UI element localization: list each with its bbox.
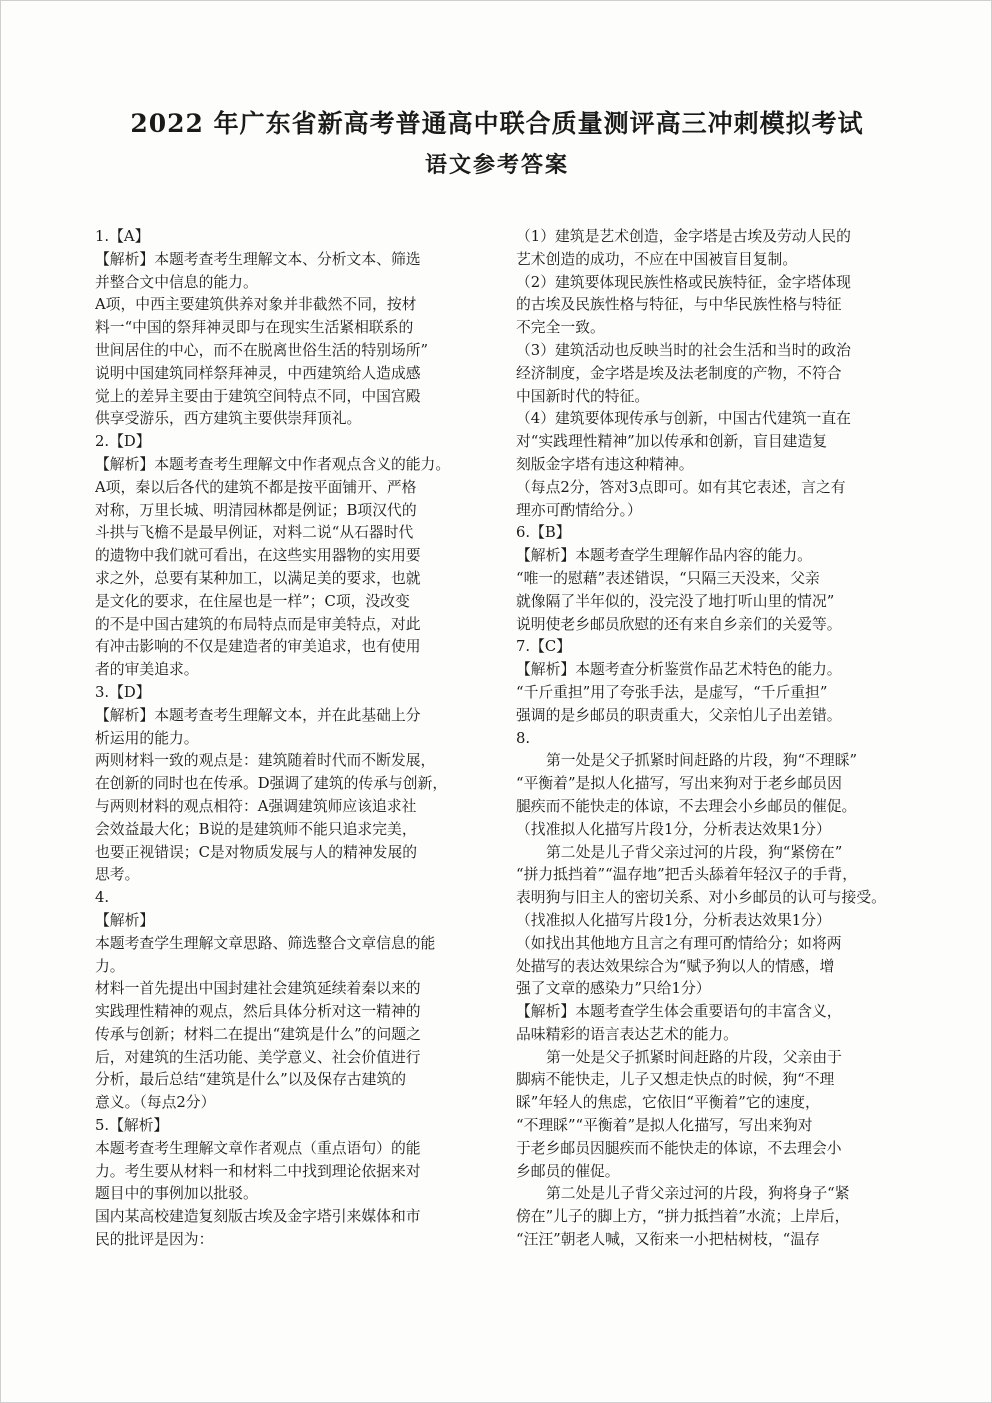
- text-line: 刻版金字塔有违这种精神。: [516, 455, 694, 473]
- text-line: 说明使老乡邮员欣慰的还有来自乡亲们的关爱等。: [516, 615, 842, 633]
- text-line: “拼力抵挡着”“温存地”把舌头舔着年轻汉子的手背，: [516, 866, 857, 884]
- text-line: 对称，万里长城、明清园林都是例证；B项汉代的: [95, 501, 417, 519]
- text-line: “汪汪”朝老人喊，又衔来一小把枯树枝，“温存: [516, 1231, 820, 1249]
- text-line: 1.【A】: [95, 228, 150, 245]
- text-line: 者的审美追求。: [95, 661, 199, 679]
- text-line: 【解析】本题考查考生理解文本、分析文本、筛选: [95, 250, 421, 268]
- document-title: 2022 年广东省新高考普通高中联合质量测评高三冲刺模拟考试: [130, 109, 864, 138]
- text-line: 于老乡邮员因腿疾而不能快走的体谅，不去理会小: [516, 1139, 842, 1157]
- text-line: 料一“中国的祭拜神灵即与在现实生活紧相联系的: [95, 319, 414, 337]
- text-line: 世间居住的中心，而不在脱离世俗生活的特别场所”: [95, 341, 429, 359]
- text-line: 理亦可酌情给分。）: [516, 501, 642, 519]
- text-line: 两则材料一致的观点是：建筑随着时代而不断发展，: [95, 752, 436, 770]
- text-line: 第二处是儿子背父亲过河的片段，狗“紧傍在”: [546, 843, 843, 861]
- text-line: 7.【C】: [516, 638, 572, 656]
- text-line: A项，中西主要建筑供养对象并非截然不同，按材: [95, 296, 417, 314]
- text-line: 后，对建筑的生活功能、美学意义、社会价值进行: [95, 1048, 421, 1066]
- text-line: 表明狗与旧主人的密切关系、对小乡邮员的认可与接受。: [516, 889, 886, 907]
- text-line: 觉上的差异主要由于建筑空间特点不同，中国宫殿: [95, 387, 421, 405]
- text-line: 是文化的要求，在住屋也是一样”；C项，没改变: [95, 592, 410, 610]
- text-line: 力。: [95, 957, 125, 975]
- text-line: 8.: [516, 729, 531, 747]
- text-line: （如找出其他地方且言之有理可酌情给分；如将两: [516, 934, 842, 952]
- text-line: 强调的是乡邮员的职责重大，父亲怕儿子出差错。: [516, 706, 842, 724]
- text-line: 【解析】本题考查考生理解文本，并在此基础上分: [95, 706, 421, 724]
- text-line: （3）建筑活动也反映当时的社会生活和当时的政治: [516, 341, 851, 359]
- text-line: 6.【B】: [516, 524, 571, 542]
- text-line: （找准拟人化描写片段1分，分析表达效果1分）: [516, 911, 831, 929]
- right-column: [516, 226, 898, 1252]
- text-line: 供享受游乐，西方建筑主要供崇拜顶礼。: [95, 410, 362, 428]
- document-subtitle: 语文参考答案: [424, 152, 569, 178]
- text-line: （4）建筑要体现传承与创新，中国古代建筑一直在: [516, 410, 851, 428]
- text-line: 会效益最大化；B说的是建筑师不能只追求完美，: [95, 820, 417, 838]
- text-line: 2.【D】: [95, 433, 151, 451]
- text-line: 对“实践理性精神”加以传承和创新，盲目建造复: [516, 433, 828, 451]
- text-line: 【解析】本题考查学生理解作品内容的能力。: [516, 547, 812, 565]
- text-line: 民的批评是因为：: [95, 1231, 214, 1249]
- text-line: 3.【D】: [95, 683, 151, 701]
- text-line: 本题考查考生理解文章作者观点（重点语句）的能: [95, 1139, 421, 1157]
- text-line: 题目中的事例加以批驳。: [95, 1185, 258, 1203]
- text-line: 中国新时代的特征。: [516, 387, 650, 405]
- text-line: 【解析】本题考查考生理解文中作者观点含义的能力。: [95, 455, 451, 473]
- text-line: 思考。: [95, 866, 140, 884]
- text-line: （1）建筑是艺术创造，金字塔是古埃及劳动人民的: [516, 228, 851, 245]
- text-line: 与两则材料的观点相符：A强调建筑师应该追求社: [95, 797, 417, 815]
- text-line: 的古埃及民族性格与特征，与中华民族性格与特征: [516, 296, 842, 314]
- text-line: 的遗物中我们就可看出，在这些实用器物的实用要: [95, 547, 421, 565]
- text-line: 第二处是儿子背父亲过河的片段，狗将身子“紧: [546, 1185, 850, 1203]
- text-line: 第一处是父子抓紧时间赶路的片段，狗“不理睬”: [546, 752, 858, 770]
- text-line: 分析，最后总结“建筑是什么”以及保存古建筑的: [95, 1071, 407, 1089]
- text-line: 求之外，总要有某种加工，以满足美的要求，也就: [95, 569, 421, 587]
- text-line: 本题考查学生理解文章思路、筛选整合文章信息的能: [95, 934, 436, 952]
- text-line: 国内某高校建造复刻版古埃及金字塔引来媒体和市: [95, 1208, 421, 1226]
- text-line: 处描写的表达效果综合为“赋予狗以人的情感，增: [516, 957, 835, 975]
- text-line: （每点2分，答对3点即可。如有其它表述，言之有: [516, 478, 846, 496]
- text-line: 【解析】本题考查分析鉴赏作品艺术特色的能力。: [516, 661, 842, 679]
- text-line: 脚病不能快走，儿子又想走快点的时候，狗“不理: [516, 1071, 835, 1089]
- text-line: 强了文章的感染力”只给1分）: [516, 980, 711, 998]
- text-line: 腿疾而不能快走的体谅，不去理会小乡邮员的催促。: [516, 797, 857, 815]
- text-line: 析运用的能力。: [95, 729, 199, 747]
- text-line: 不完全一致。: [516, 319, 605, 337]
- text-line: 5.【解析】: [95, 1117, 169, 1135]
- text-line: 的不是中国古建筑的布局特点而是审美特点，对此: [95, 615, 421, 633]
- text-line: 意义。（每点2分）: [95, 1094, 216, 1112]
- text-line: 说明中国建筑同样祭拜神灵，中西建筑给人造成感: [95, 364, 421, 382]
- text-line: 傍在”儿子的脚上方，“拼力抵挡着”水流；上岸后，: [516, 1208, 850, 1226]
- text-line: 【解析】本题考查学生体会重要语句的丰富含义，: [516, 1003, 842, 1021]
- text-line: “唯一的慰藉”表述错误，“只隔三天没来，父亲: [516, 569, 820, 587]
- text-line: 第一处是父子抓紧时间赶路的片段，父亲由于: [546, 1048, 842, 1066]
- text-line: 并整合文中信息的能力。: [95, 273, 258, 291]
- text-line: 【解析】: [95, 911, 155, 929]
- text-line: 力。考生要从材料一和材料二中找到理论依据来对: [95, 1162, 421, 1180]
- text-line: （找准拟人化描写片段1分，分析表达效果1分）: [516, 820, 831, 838]
- text-line: 艺术创造的成功，不应在中国被盲目复制。: [516, 250, 798, 268]
- text-line: 经济制度，金字塔是埃及法老制度的产物，不符合: [516, 364, 842, 382]
- text-line: 乡邮员的催促。: [516, 1162, 620, 1180]
- text-line: （2）建筑要体现民族性格或民族特征，金字塔体现: [516, 273, 851, 291]
- text-line: 品味精彩的语言表达艺术的能力。: [516, 1025, 738, 1043]
- left-column: [95, 226, 475, 1252]
- text-line: 也要正视错误；C是对物质发展与人的精神发展的: [95, 843, 418, 861]
- text-line: “平衡着”是拟人化描写，写出来狗对于老乡邮员因: [516, 775, 842, 793]
- text-line: 传承与创新；材料二在提出“建筑是什么”的问题之: [95, 1025, 421, 1043]
- text-line: 材料一首先提出中国封建社会建筑延续着秦以来的: [95, 980, 421, 998]
- text-line: 实践理性精神的观点，然后具体分析对这一精神的: [95, 1003, 421, 1021]
- text-line: 睬”年轻人的焦虑，它依旧“平衡着”它的速度，: [516, 1094, 820, 1112]
- text-line: 在创新的同时也在传承。D强调了建筑的传承与创新，: [95, 775, 448, 793]
- text-line: “千斤重担”用了夸张手法，是虚写，“千斤重担”: [516, 683, 828, 701]
- text-line: 有冲击影响的不仅是建造者的审美追求，也有使用: [95, 638, 421, 656]
- text-line: 4.: [95, 889, 110, 907]
- text-line: A项，秦以后各代的建筑不都是按平面铺开、严格: [95, 478, 417, 496]
- text-line: 斗拱与飞檐不是最早例证，对料二说“从石器时代: [95, 524, 414, 542]
- text-line: 就像隔了半年似的，没完没了地打听山里的情况”: [516, 592, 835, 610]
- text-line: “不理睬”“平衡着”是拟人化描写，写出来狗对: [516, 1117, 813, 1135]
